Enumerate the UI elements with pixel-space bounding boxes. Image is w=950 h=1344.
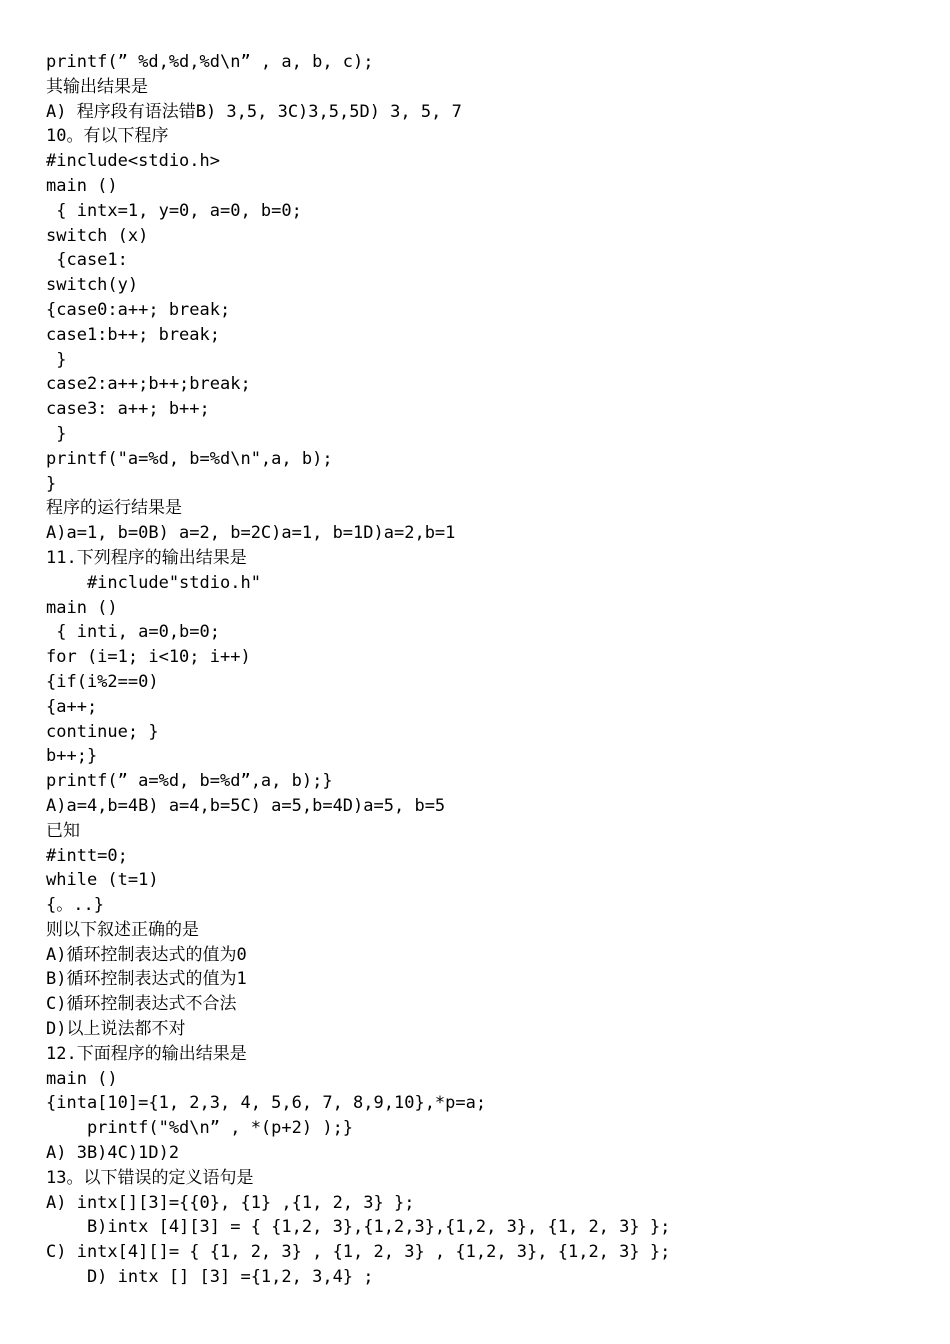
answer-options: A)a=4,b=4B) a=4,b=5C) a=5,b=4D)a=5, b=5 [46,795,446,816]
answer-option: D) intx [] [3] ={1,2, 3,4} ; [46,1267,374,1288]
code-line: {a++; [46,696,98,717]
answer-options: A)a=1, b=0B) a=2, b=2C)a=1, b=1D)a=2,b=1 [46,523,456,544]
question-text: 其输出结果是 [46,76,148,97]
code-line: #include<stdio.h> [46,151,220,172]
question-text: 已知 [46,820,80,841]
code-line: main () [46,175,118,196]
answer-option: A) intx[][3]={{0}, {1} ,{1, 2, 3} }; [46,1192,415,1213]
code-line: continue; } [46,721,159,742]
code-line: #intt=0; [46,845,128,866]
document-page [46,50,926,1290]
code-line: while (t=1) [46,870,159,891]
code-line: { inti, a=0,b=0; [46,622,220,643]
answer-options: A) 3B)4C)1D)2 [46,1143,180,1164]
code-line: b++;} [46,746,98,767]
code-line: case1:b++; break; [46,324,220,345]
code-line: {case1: [46,250,128,271]
code-line: for (i=1; i<10; i++) [46,647,251,668]
code-line: printf("a=%d, b=%d\n",a, b); [46,448,333,469]
code-line: #include"stdio.h" [46,572,261,593]
answer-option: B)循环控制表达式的值为1 [46,969,247,990]
code-line: printf(” %d,%d,%d\n” , a, b, c); [46,52,374,72]
code-line: main () [46,1068,118,1089]
question-heading: 10。有以下程序 [46,126,169,147]
code-line: { intx=1, y=0, a=0, b=0; [46,200,302,221]
code-line: switch(y) [46,275,139,296]
code-line: main () [46,597,118,618]
answer-option: D)以上说法都不对 [46,1019,186,1040]
answer-option: C) intx[4][]= { {1, 2, 3} , {1, 2, 3} , {1,2, 3}, {1,2, 3} }; [46,1242,671,1263]
code-line: printf(” a=%d, b=%d”,a, b);} [46,771,333,792]
question-heading: 11.下列程序的输出结果是 [46,547,247,568]
code-line: {if(i%2==0) [46,671,159,692]
code-line: {。..} [46,895,104,916]
question-text: 程序的运行结果是 [46,498,182,519]
question-heading: 13。以下错误的定义语句是 [46,1167,254,1188]
code-line: case3: a++; b++; [46,399,210,420]
code-line: } [46,349,67,370]
answer-option: C)循环控制表达式不合法 [46,994,237,1015]
answer-option: A)循环控制表达式的值为0 [46,944,247,965]
answer-option: B)intx [4][3] = { {1,2, 3},{1,2,3},{1,2, 3}, {1, 2, 3} }; [46,1217,671,1238]
answer-options: A) 程序段有语法错B) 3,5, 3C)3,5,5D) 3, 5, 7 [46,101,462,122]
code-line: switch (x) [46,225,149,246]
code-line: {case0:a++; break; [46,299,231,320]
code-line: } [46,473,57,494]
code-line: printf("%d\n” , *(p+2) );} [46,1118,354,1139]
question-heading: 12.下面程序的输出结果是 [46,1043,247,1064]
code-line: {inta[10]={1, 2,3, 4, 5,6, 7, 8,9,10},*p=a; [46,1093,487,1114]
code-line: } [46,423,67,444]
question-text: 则以下叙述正确的是 [46,919,199,940]
code-line: case2:a++;b++;break; [46,374,251,395]
